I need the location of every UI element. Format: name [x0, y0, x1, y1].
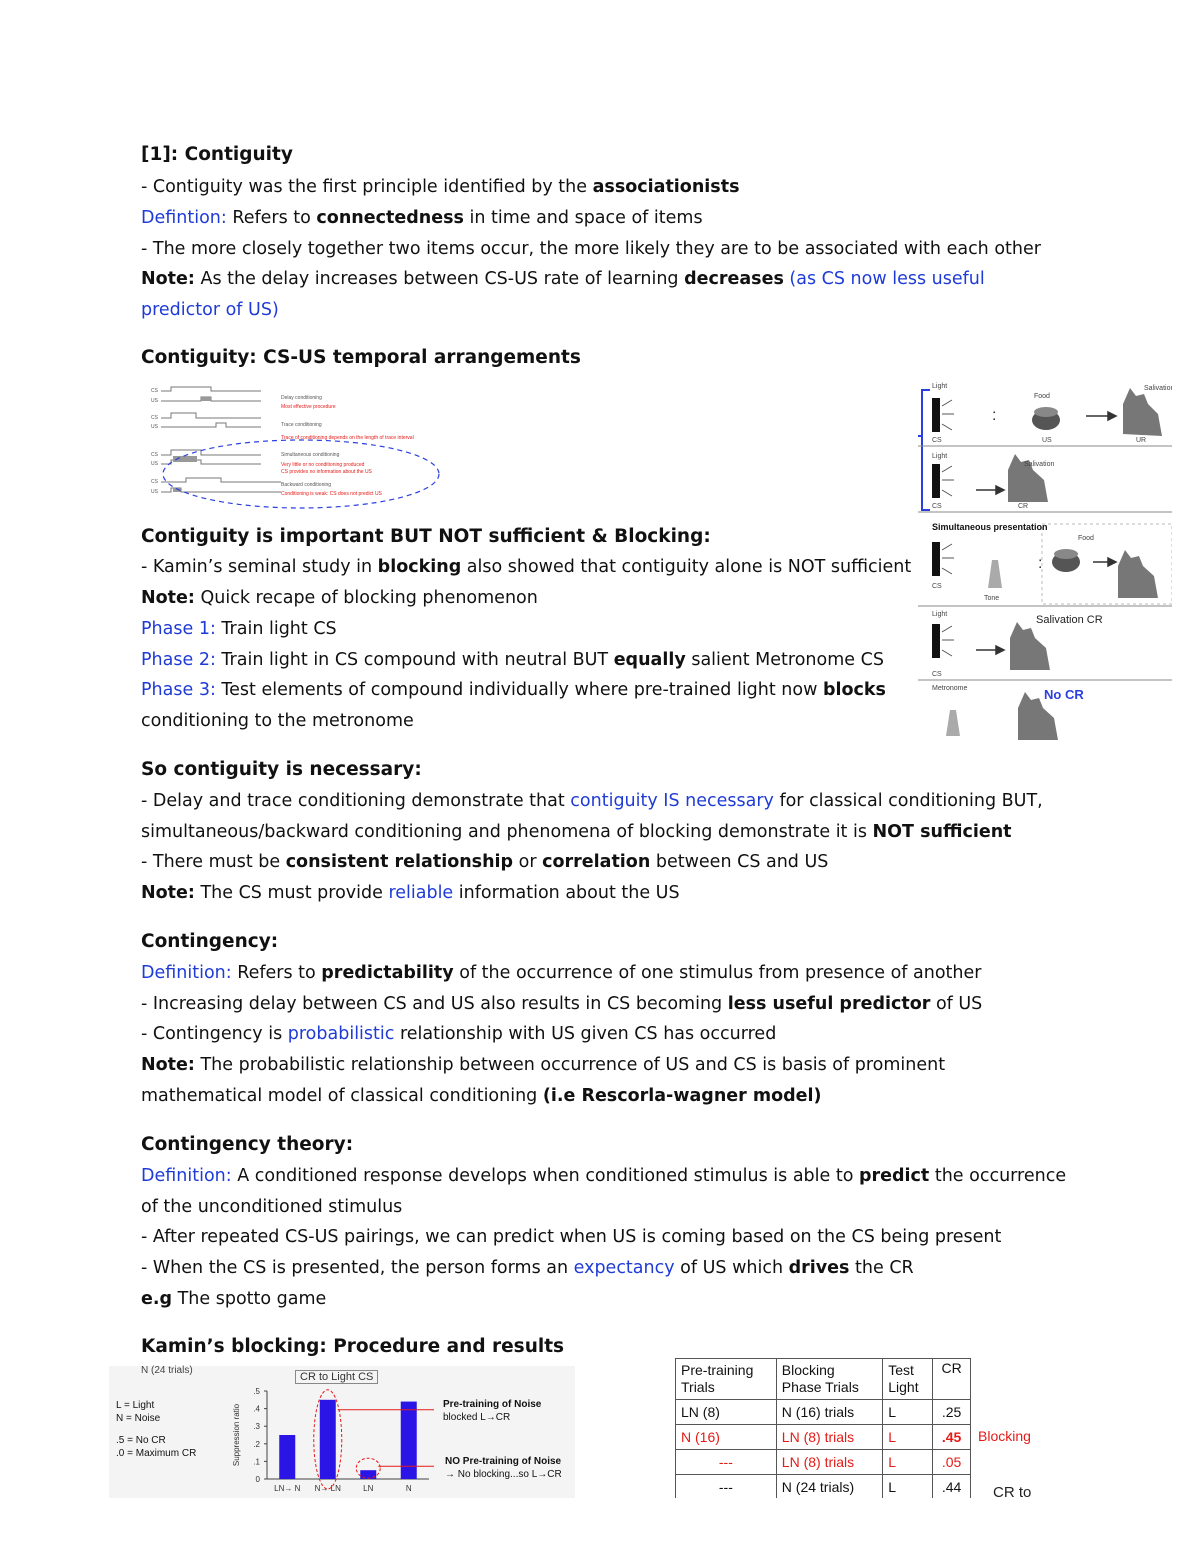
bar	[401, 1402, 417, 1479]
y-axis-label: Suppression ratio	[232, 1403, 241, 1467]
row-label: CS	[151, 415, 158, 421]
bar	[320, 1400, 336, 1479]
x-tick-label: N→ LN	[314, 1484, 341, 1493]
table-header-row	[676, 1359, 971, 1400]
light-icon	[932, 624, 940, 658]
light-label: Light	[932, 383, 948, 390]
salivation-label: Salivation	[1024, 461, 1055, 468]
light-icon	[932, 542, 940, 576]
salivation-label: Salivation	[1144, 385, 1172, 392]
table-cell: .45	[933, 1425, 971, 1450]
table-cell: L	[883, 1475, 933, 1499]
row-label: CS	[151, 452, 158, 458]
section-title-temporal: Contiguity: CS-US temporal arrangements	[141, 347, 581, 368]
paragraph-line: - Increasing delay between CS and US also results in CS becoming less useful predictor of US	[141, 994, 983, 1014]
cs-label: CS	[932, 503, 942, 510]
annotation: Pre-training of Noise	[443, 1399, 542, 1410]
phase-line: Phase 1: Train light CS	[141, 619, 337, 639]
definition-line: Definition: Refers to predictability of the occurrence of one stimulus from presence of another	[141, 963, 982, 983]
bar	[360, 1470, 376, 1479]
y-tick-label: .2	[253, 1439, 260, 1449]
table-header: CR	[933, 1359, 971, 1400]
light-label: Light	[932, 453, 948, 460]
blocking-dog-figure	[918, 374, 1172, 746]
food-label: Food	[1034, 393, 1050, 400]
legend-line: L = Light	[116, 1400, 155, 1411]
procedure-label: Trace conditioning	[281, 422, 322, 428]
paragraph-line: - There must be consistent relationship or correlation between CS and US	[141, 852, 829, 872]
light-icon	[932, 398, 940, 432]
procedure-note: Most effective procedure	[281, 404, 336, 410]
paragraph-line: - Kamin’s seminal study in blocking also showed that contiguity alone is NOT sufficient	[141, 557, 912, 577]
procedure-note: CS provides no information about the US	[281, 469, 372, 475]
cs-label: CS	[932, 437, 942, 444]
paragraph-line: - Contiguity was the first principle identified by the associationists	[141, 177, 740, 197]
definition-line-cont: of the unconditioned stimulus	[141, 1197, 403, 1217]
blocking-side-label: Blocking	[978, 1428, 1031, 1444]
table-cell: LN (8)	[676, 1400, 777, 1425]
x-tick-label: N	[405, 1484, 412, 1493]
dog-diagram	[918, 374, 1172, 746]
legend-top: N (24 trials)	[141, 1365, 193, 1376]
timing-diagram	[141, 382, 441, 510]
definition-line: Defintion: Refers to connectedness in time and space of items	[141, 208, 703, 228]
paragraph-line: - Contingency is probabilistic relationship with US given CS has occurred	[141, 1024, 777, 1044]
svg-text::: :	[1038, 555, 1043, 572]
metronome-icon	[988, 560, 1002, 588]
light-icon	[932, 464, 940, 498]
table-cell: LN (8) trials	[776, 1450, 882, 1475]
table-header: Pre-training Trials	[676, 1359, 777, 1400]
table-cell: L	[883, 1400, 933, 1425]
procedure-label: Simultaneous conditioning	[281, 452, 340, 458]
table-cell: LN (8) trials	[776, 1425, 882, 1450]
legend-line: .0 = Maximum CR	[116, 1448, 197, 1459]
simultaneous-label: Simultaneous presentation	[932, 522, 1048, 532]
cr-label: CR	[1018, 503, 1029, 510]
ur-label: UR	[1136, 437, 1147, 444]
row-label: US	[151, 424, 158, 430]
table-row	[676, 1425, 971, 1450]
y-tick-label: 0	[255, 1475, 260, 1484]
example-line: e.g The spotto game	[141, 1289, 327, 1309]
tone-label: Tone	[984, 595, 1000, 602]
annotation: blocked L→CR	[443, 1412, 511, 1423]
procedure-label: Backward conditioning	[281, 482, 332, 488]
annotation: → No blocking...so L→CR	[445, 1469, 562, 1480]
note-line: Note: The probabilistic relationship between occurrence of US and CS is basis of prominent	[141, 1055, 946, 1075]
no-cr-label: No CR	[1044, 687, 1084, 702]
procedure-note: Very little or no conditioning produced	[281, 462, 365, 468]
paragraph-line: - Delay and trace conditioning demonstrate that contiguity IS necessary for classical conditioning BUT,	[141, 791, 1043, 811]
paragraph-line: simultaneous/backward conditioning and phenomena of blocking demonstrate it is NOT sufficient	[141, 822, 1012, 842]
table-cell: ---	[676, 1450, 777, 1475]
bar	[279, 1435, 295, 1479]
us-label: US	[1042, 437, 1052, 444]
paragraph-line: - After repeated CS-US pairings, we can predict when US is coming based on the CS being present	[141, 1227, 1002, 1247]
legend-line: N = Noise	[116, 1413, 161, 1424]
table-header: Blocking Phase Trials	[776, 1359, 882, 1400]
note-line: Note: As the delay increases between CS-US rate of learning decreases (as CS now less useful	[141, 269, 985, 289]
cr-table	[675, 1358, 971, 1498]
row-label: US	[151, 398, 158, 404]
y-tick-label: .5	[253, 1387, 260, 1396]
definition-line: Definition: A conditioned response develops when conditioned stimulus is able to predict the occurrence	[141, 1166, 1067, 1186]
x-tick-label: LN→ N	[274, 1484, 301, 1493]
note-line-cont: mathematical model of classical conditioning (i.e Rescorla-wagner model)	[141, 1086, 822, 1106]
procedure-note: Conditioning is weak: CS does not predict US	[281, 491, 382, 497]
timing-diagram-figure	[141, 382, 441, 510]
x-tick-label: LN	[363, 1484, 374, 1493]
table-cell: ---	[676, 1475, 777, 1499]
paragraph-line: - When the CS is presented, the person forms an expectancy of US which drives the CR	[141, 1258, 914, 1278]
table-cell: N (16)	[676, 1425, 777, 1450]
section-title-kamin: Kamin’s blocking: Procedure and results	[141, 1336, 565, 1357]
light-label: Light	[932, 611, 948, 618]
y-tick-label: .4	[253, 1404, 260, 1414]
svg-text::: :	[992, 407, 997, 424]
section-title-necessary: So contiguity is necessary:	[141, 759, 422, 780]
cr-to-light-box: CR to Light CS	[295, 1370, 378, 1384]
section-title-contingency: Contingency:	[141, 931, 279, 952]
table-cell: L	[883, 1425, 933, 1450]
table-row	[676, 1475, 971, 1499]
food-label: Food	[1078, 535, 1094, 542]
table-cell: .44	[933, 1475, 971, 1499]
section-title-contingency-theory: Contingency theory:	[141, 1134, 354, 1155]
phase-line: Phase 3: Test elements of compound individually where pre-trained light now blocks	[141, 680, 886, 700]
table-cell: N (16) trials	[776, 1400, 882, 1425]
cs-label: CS	[932, 583, 942, 590]
row-label: US	[151, 461, 158, 467]
procedure-note: Trace of conditioning depends on the length of trace interval	[281, 435, 414, 441]
y-tick-label: .3	[253, 1422, 260, 1432]
table-row	[676, 1400, 971, 1425]
procedure-label: Delay conditioning	[281, 395, 322, 401]
y-tick-label: .1	[253, 1457, 260, 1467]
kamin-results-figure	[109, 1366, 575, 1498]
note-line: Note: The CS must provide reliable information about the US	[141, 883, 680, 903]
cr-table-figure	[675, 1358, 1040, 1498]
phase-bracket	[922, 390, 930, 510]
table-cell: L	[883, 1450, 933, 1475]
metronome-icon	[946, 710, 960, 736]
table-cell: N (24 trials)	[776, 1475, 882, 1499]
row-label: CS	[151, 479, 158, 485]
section-title-blocking: Contiguity is important BUT NOT sufficient & Blocking:	[141, 526, 711, 547]
row-label: CS	[151, 388, 158, 394]
note-line-cont: predictor of US)	[141, 300, 279, 320]
phase-line-cont: conditioning to the metronome	[141, 711, 414, 731]
cr-to-side-label: CR to	[993, 1484, 1032, 1498]
salivation-cr-label: Salivation CR	[1036, 614, 1103, 626]
table-row	[676, 1450, 971, 1475]
cs-label: CS	[932, 671, 942, 678]
row-label: US	[151, 489, 158, 495]
note-line: Note: Quick recape of blocking phenomenon	[141, 588, 538, 608]
phase-line: Phase 2: Train light in CS compound with neutral BUT equally salient Metronome CS	[141, 650, 884, 670]
table-cell: .05	[933, 1450, 971, 1475]
paragraph-line: - The more closely together two items occur, the more likely they are to be associated with each other	[141, 239, 1041, 259]
table-header: Test Light	[883, 1359, 933, 1400]
annotation: NO Pre-training of Noise	[445, 1456, 562, 1467]
table-cell: .25	[933, 1400, 971, 1425]
legend-line: .5 = No CR	[116, 1435, 166, 1446]
section-title-contiguity: [1]: Contiguity	[141, 144, 293, 165]
metronome-label: Metronome	[932, 685, 968, 692]
